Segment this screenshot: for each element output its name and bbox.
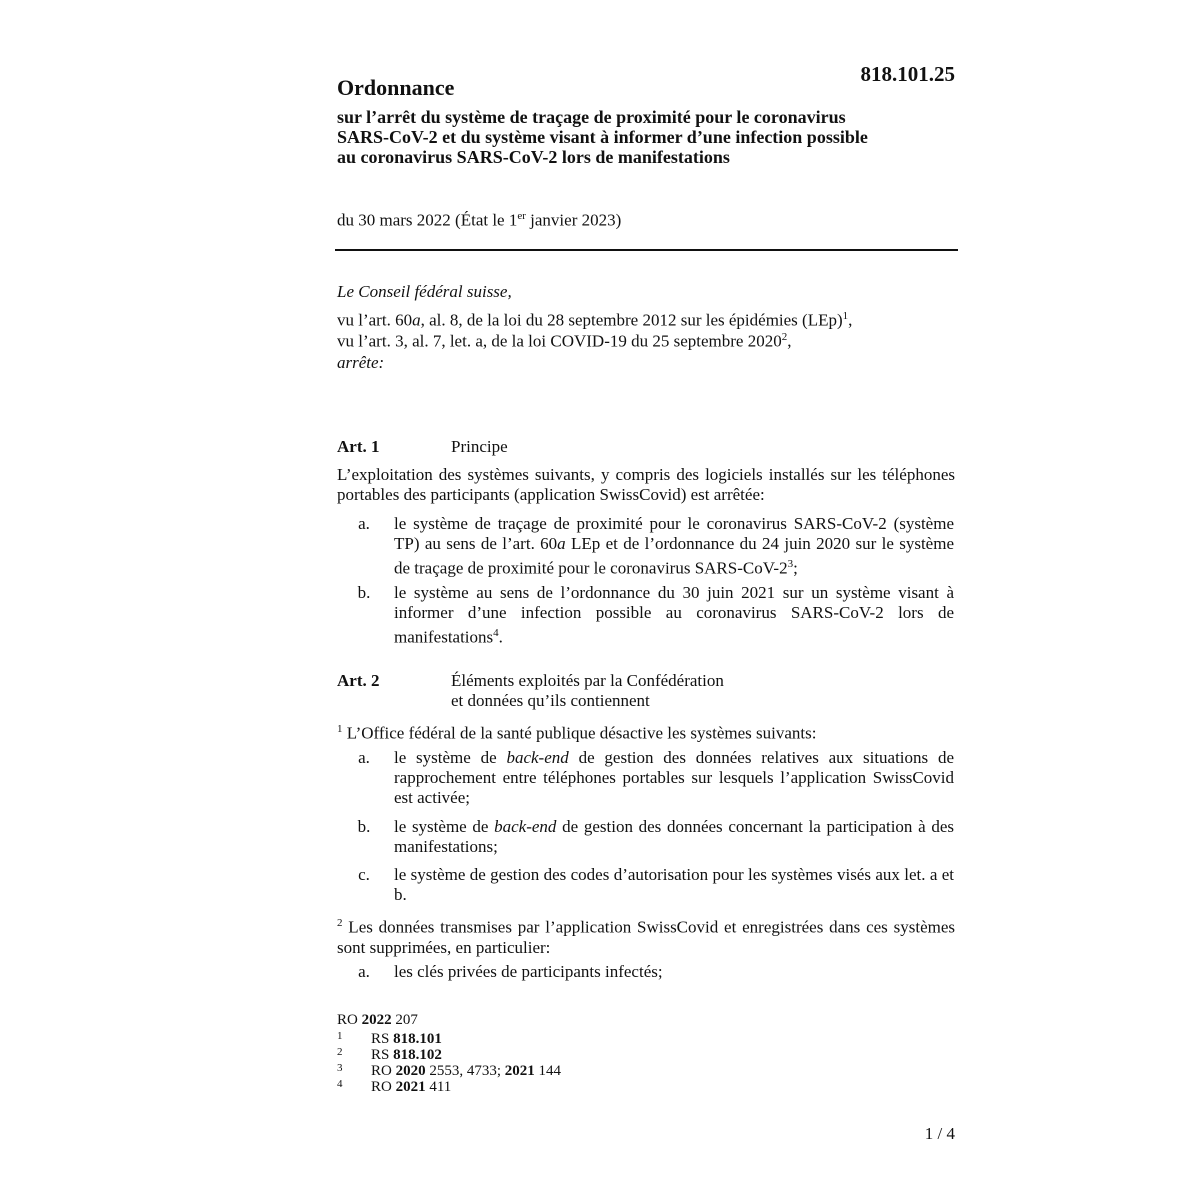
- list-item: le système de gestion des codes d’autorisation pour les systèmes visés aux let. a et b.: [394, 865, 954, 904]
- subtitle-line: au coronavirus SARS-CoV-2 lors de manifestations: [337, 147, 730, 167]
- article-2-paragraph-2: $^2$ Les données transmises par l’application SwissCovid et enregistrées dans ces systèmes sont supprimées, en particulier:: [337, 917, 955, 957]
- article-1-number: Art. 1: [337, 437, 380, 456]
- document-subtitle: [337, 107, 957, 167]
- footnote-number: 1: [337, 1030, 343, 1042]
- footnote-ref[interactable]: 3: [787, 558, 794, 570]
- list-item: le système de back-end de gestion des données relatives aux situations de rapprochement entre téléphones portables sur lesquels l’application SwissCovid est activée;: [394, 748, 954, 807]
- list-item-letter: c.: [358, 865, 370, 884]
- article-2-paragraph-1: $^1$ L’Office fédéral de la santé publique désactive les systèmes suivants:: [337, 723, 817, 743]
- list-item-letter: a.: [358, 748, 370, 767]
- footnote: RS 818.101: [371, 1031, 442, 1047]
- list-item-letter: b.: [357, 583, 371, 602]
- page-number: 1 / 4: [924, 1124, 955, 1143]
- article-1-intro: L’exploitation des systèmes suivants, y compris des logiciels installés sur les téléphones portables des participants (application SwissCovid) est arrêtée:: [337, 465, 955, 504]
- footnote: RS 818.102: [371, 1047, 442, 1063]
- sr-number: 818.101.25: [860, 62, 955, 86]
- document-date: du 30 mars 2022 (État le 1er janvier 2023): [337, 210, 622, 230]
- preamble-decree: arrête:: [337, 353, 385, 372]
- article-1-heading: Principe: [451, 437, 508, 456]
- footnote-ref[interactable]: 4: [493, 627, 499, 639]
- footnote: RO 2020 2553, 4733; 2021 144: [371, 1063, 562, 1079]
- footnote-number: 4: [337, 1078, 343, 1090]
- footnote-ref[interactable]: 2: [781, 331, 788, 343]
- subtitle-line: sur l’arrêt du système de traçage de proximité pour le coronavirus: [337, 107, 846, 127]
- footnote-number: 2: [337, 1046, 343, 1058]
- footnote-ref[interactable]: 1: [842, 310, 849, 322]
- preamble-line: vu l’art. 60a, al. 8, de la loi du 28 septembre 2012 sur les épidémies (LEp)$^1$,: [337, 310, 853, 330]
- article-2-heading: Éléments exploités par la Confédération et données qu’ils contiennent: [451, 671, 724, 710]
- preamble-line: vu l’art. 3, al. 7, let. a, de la loi COVID-19 du 25 septembre 2020$^2$,: [337, 331, 792, 351]
- list-item-letter: b.: [357, 817, 371, 836]
- preamble-authority: Le Conseil fédéral suisse,: [337, 282, 512, 301]
- list-item: les clés privées de participants infectés;: [394, 962, 663, 981]
- subtitle-line: SARS-CoV-2 et du système visant à informer d’une infection possible: [337, 127, 868, 147]
- list-item: le système de traçage de proximité pour le coronavirus SARS-CoV-2 (système TP) au sens de l’art. 60a LEp et de l’ordonnance du 24 juin 2020 sur le système de traçage de proximité pour le coronavirus SARS-$CoV-2^3$;: [394, 514, 954, 578]
- article-2-number: Art. 2: [337, 671, 380, 690]
- footnote: RO 2021 411: [371, 1079, 452, 1095]
- list-item-letter: a.: [358, 514, 370, 533]
- header-divider: [335, 249, 958, 251]
- document-title: Ordonnance: [337, 75, 455, 100]
- list-item: le système au sens de l’ordonnance du 30 juin 2021 sur un système visant à informer d’une infection possible au coronavirus SARS-CoV-2 lors de manifestations$^4$.: [394, 583, 954, 647]
- footnote-number: 3: [337, 1062, 343, 1074]
- list-item: le système de back-end de gestion des données concernant la participation à des manifestations;: [394, 817, 954, 856]
- list-item-letter: a.: [358, 962, 370, 981]
- official-compilation-ref: RO 2022 207: [337, 1012, 418, 1028]
